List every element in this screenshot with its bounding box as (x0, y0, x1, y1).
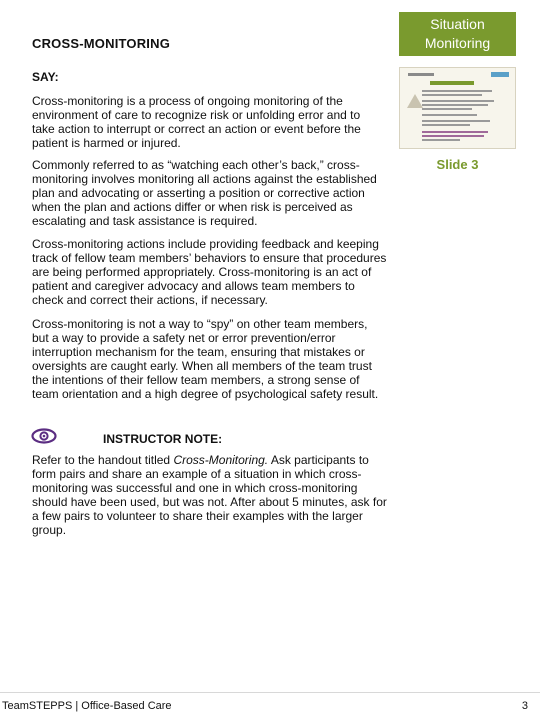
slide-thumbnail (399, 67, 516, 149)
say-label: SAY: (32, 70, 59, 84)
page-number: 3 (521, 700, 528, 712)
paragraph-2: Commonly referred to as “watching each other’s back,” cross-monitoring involves monitoring all actions against the established plan and advocating or asserting a position or corrective action when the plan and actions differ or when risk is perceived as escalating and task assistance is required. (32, 158, 377, 228)
instructor-note-text-end: Ask participants to form pairs and share an example of a situation in which cross-monitoring was successful and one in which cross-monitoring should have been used, but was not. After about 5 minutes, ask for a few pairs to volunteer to share their examples with the larger group. (32, 453, 387, 537)
instructor-note-text (32, 453, 387, 537)
slide-label: Slide 3 (436, 157, 479, 172)
handout-title: Cross-Monitoring. (173, 453, 269, 467)
badge-line-2: Monitoring (424, 35, 491, 51)
footer-divider (0, 692, 540, 693)
section-title: CROSS-MONITORING (32, 36, 171, 51)
instructor-note-text-start: Refer to the handout titled (32, 453, 174, 467)
badge-line-1: Situation (430, 16, 485, 32)
situation-monitoring-badge (399, 12, 516, 56)
paragraph-4: Cross-monitoring is not a way to “spy” on other team members, but a way to provide a safety net or error prevention/error interruption mechanism for the team, ensuring that mistakes or oversights are caught early. When all members of the team trust the intentions of their fellow team members, a strong sense of team orientation and a high degree of psychological safety result. (32, 317, 379, 401)
paragraph-1: Cross-monitoring is a process of ongoing monitoring of the environment of care to recognize risk or unfolding error and to take action to interrupt or correct an action or event before the patient is harmed or injured. (32, 94, 361, 150)
paragraph-3: Cross-monitoring actions include providing feedback and keeping track of fellow team members’ behaviors to ensure that procedures are being performed appropriately. Cross-monitoring is an act of patient and caregiver advocacy and allows team members to check and correct their actions, if necessary. (32, 237, 387, 307)
footer-text: TeamSTEPPS | Office-Based Care (2, 700, 172, 712)
instructor-note-label: INSTRUCTOR NOTE: (103, 432, 223, 446)
eye-icon (31, 428, 57, 444)
